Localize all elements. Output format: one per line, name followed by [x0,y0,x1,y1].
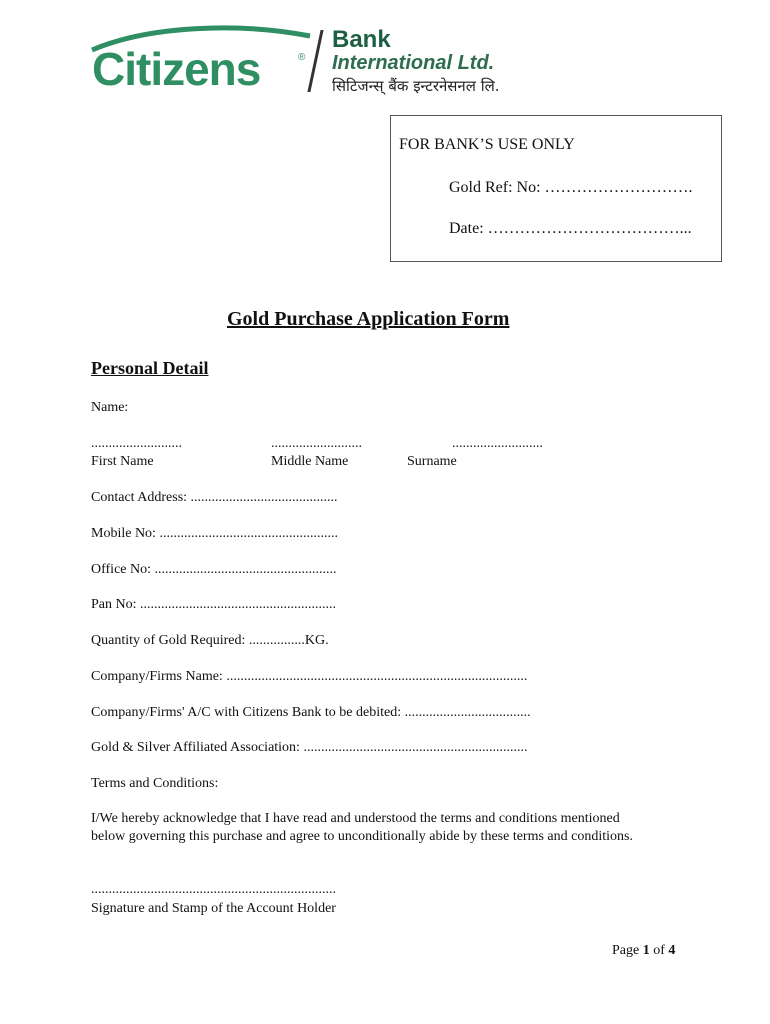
signature-field[interactable]: ...................................................................... [91,882,336,897]
page-total: 4 [668,943,676,958]
bank-use-heading: FOR BANK’S USE ONLY [399,136,575,153]
logo-international-text: International Ltd. [332,52,495,74]
gold-ref-field[interactable]: Gold Ref: No: ………………………. [449,179,693,196]
page-number [612,943,675,959]
terms-line-2: below governing this purchase and agree to unconditionally abide by these terms and conditions. [91,829,633,844]
first-name-label: First Name [91,454,154,469]
middle-name-label: Middle Name [271,454,349,469]
middle-name-field[interactable]: .......................... [271,436,362,451]
pan-field[interactable]: Pan No: ........................................................ [91,597,336,612]
logo-hindi-text: सिटिजन्स् बैंक इन्टरनेसनल लि. [332,77,500,95]
company-account-field[interactable]: Company/Firms' A/C with Citizens Bank to be debited: .................................... [91,705,531,720]
mobile-field[interactable]: Mobile No: ................................................... [91,526,338,541]
association-field[interactable]: Gold & Silver Affiliated Association: ................................................................ [91,740,528,755]
page-title: Gold Purchase Application Form [227,308,510,330]
signature-label: Signature and Stamp of the Account Holder [91,901,336,916]
name-label: Name: [91,400,129,415]
contact-address-field[interactable]: Contact Address: .......................................... [91,490,338,505]
gold-quantity-field[interactable]: Quantity of Gold Required: ................KG. [91,633,329,648]
page-prefix: Page [612,943,640,958]
logo-bank-text: Bank [332,26,391,53]
surname-label: Surname [407,454,457,469]
page-current: 1 [642,943,650,958]
section-heading-personal-detail: Personal Detail [91,358,209,378]
terms-heading: Terms and Conditions: [91,776,219,791]
logo-registered-mark: ® [298,52,306,63]
office-field[interactable]: Office No: .................................................... [91,562,337,577]
logo-brand: Citizens [92,43,261,95]
surname-field[interactable]: .......................... [452,436,543,451]
first-name-field[interactable]: .......................... [91,436,182,451]
company-name-field[interactable]: Company/Firms Name: ...................................................................................... [91,669,528,684]
bank-logo [88,24,518,104]
bank-use-box [390,115,722,262]
page-of: of [653,943,665,958]
terms-line-1: I/We hereby acknowledge that I have read and understood the terms and conditions mentioned [91,811,620,826]
date-field[interactable]: Date: ………………………………... [449,220,692,237]
